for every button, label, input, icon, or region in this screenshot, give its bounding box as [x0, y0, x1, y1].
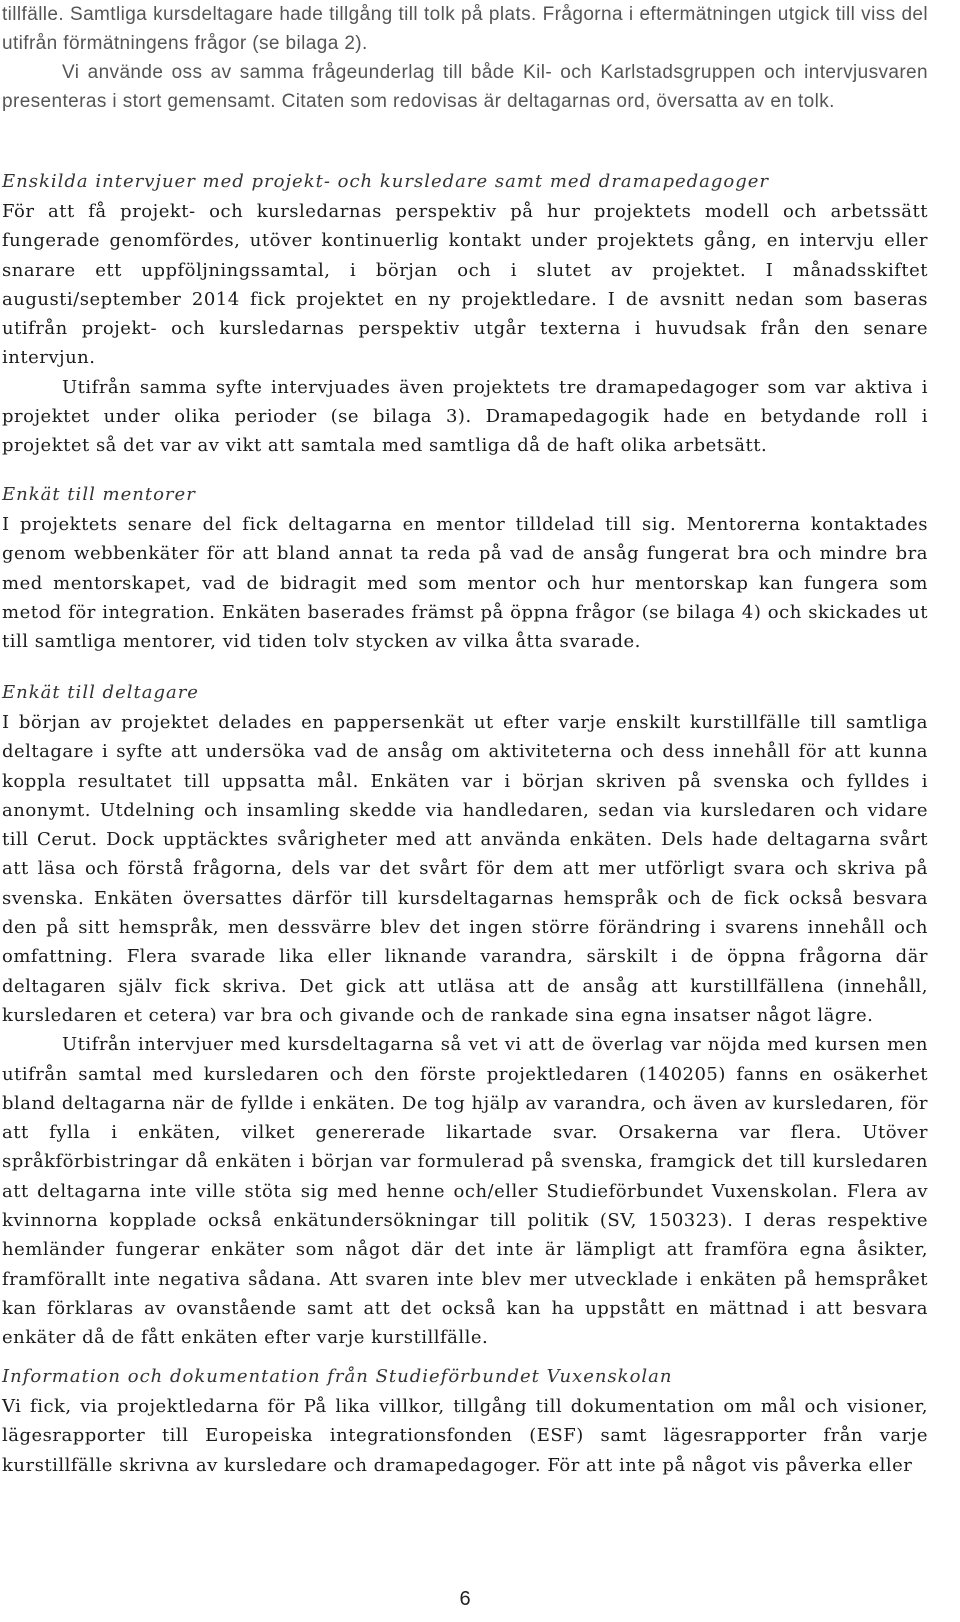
section-heading: Information och dokumentation från Studieförbundet Vuxenskolan [2, 1366, 673, 1387]
body-paragraph: Utifrån intervjuer med kursdeltagarna så vet vi att de överlag var nöjda med kursen men utifrån samtal med kursledaren och den förste projektledaren (140205) fanns en osäkerhet bland deltagarna när de fyllde i enkäten. De tog hjälp av varandra, och även av kursledaren, för att fylla i enkäten, vilket genererade likartade svar. Orsakerna var flera. Utöver språkförbistringar då enkäten i början var formulerad på svenska, framgick det till kursledaren att deltagarna inte ville stöta sig med henne och/eller Studieförbundet Vuxenskolan. Flera av kvinnorna kopplade också enkätundersökningar till politik (SV, 150323). I deras respektive hemländer fungerar enkäter som något där det inte är lämpligt att framföra egna åsikter, framförallt inte negativa sådana. Att svaren inte blev mer utvecklade i enkäten på hemspråket kan förklaras av ovanstående samt att det också kan ha uppstått en mättnad i att besvara enkäter då de fått enkäten efter varje kurstillfälle. [2, 1034, 928, 1349]
section-heading: Enskilda intervjuer med projekt- och kursledare samt med dramapedagoger [2, 171, 770, 192]
body-paragraph: Vi fick, via projektledarna för På lika villkor, tillgång till dokumentation om mål och visioner, lägesrapporter till Europeiska integrationsfonden (ESF) samt lägesrapporter från varje kurstillfälle skrivna av kursledare och dramapedagoger. För att inte på något vis påverka eller [2, 1396, 928, 1476]
body-paragraph: I början av projektet delades en pappersenkät ut efter varje enskilt kurstillfälle till samtliga deltagare i syfte att undersöka vad de ansåg om aktiviteterna och dess innehåll för att kunna koppla resultatet till uppsatta mål. Enkäten var i början skriven på svenska och fylldes i anonymt. Utdelning och insamling skedde via handledaren, sedan via kursledaren och vidare till Cerut. Dock upptäcktes svårigheter med att använda enkäten. Dels hade deltagarna svårt att läsa och förstå frågorna, dels var det svårt för dem att mer utförligt svara och skriva på svenska. Enkäten översattes därför till kursdeltagarnas hemspråk och de fick också besvara den på sitt hemspråk, men dessvärre blev det ingen större förändring i svarens innehåll och omfattning. Flera svarade lika eller liknande varandra, särskilt i de öppna frågorna där deltagaren själv fick skriva. Det gick att utläsa att de ansåg att kurstillfällena (innehåll, kursledaren et cetera) var bra och givande och de rankade sina egna insatser något lägre. [2, 712, 928, 1026]
body-paragraph: För att få projekt- och kursledarnas perspektiv på hur projektets modell och arbetssätt fungerade genomfördes, utöver kontinuerlig kontakt under projektets gång, en intervju eller snarare ett uppföljningssamtal, i början och i slutet av projektet. I månadsskiftet augusti/september 2014 fick projektet en ny projektledare. I de avsnitt nedan som baseras utifrån projekt- och kursledarnas perspektiv utgår texterna i huvudsak från den senare intervjun. [2, 201, 928, 369]
body-paragraph: Utifrån samma syfte intervjuades även projektets tre dramapedagoger som var aktiva i projektet under olika perioder (se bilaga 3). Dramapedagogik hade en betydande roll i projektet så det var av vikt att samtala med samtliga då de haft olika arbetsätt. [2, 376, 928, 457]
section-interviews [2, 167, 928, 461]
section-mentor-survey [2, 480, 928, 656]
section-heading: Enkät till mentorer [2, 484, 196, 505]
body-paragraph: I projektets senare del fick deltagarna en mentor tilldelad till sig. Mentorerna kontaktades genom webbenkäter för att bland annat ta reda på vad de ansåg fungerat bra och mindre bra med mentorskapet, vad de bidragit med som mentor och hur mentorskap kan fungera som metod för integration. Enkäten baserades främst på öppna frågor (se bilaga 4) och skickades ut till samtliga mentorer, vid tiden tolv stycken av vilka åtta svarade. [2, 514, 928, 653]
section-participant-survey [2, 678, 928, 1353]
intro-paragraph: tillfälle. Samtliga kursdeltagare hade tillgång till tolk på plats. Frågorna i eftermätningen utgick till viss del utifrån förmätningens frågor (se bilaga 2). [2, 4, 928, 54]
section-heading: Enkät till deltagare [2, 682, 199, 703]
intro-paragraph: Vi använde oss av samma frågeunderlag till både Kil- och Karlstadsgruppen och intervjusvaren presenteras i stort gemensamt. Citaten som redovisas är deltagarnas ord, översatta av en tolk. [2, 62, 928, 112]
page-number: 6 [459, 1588, 471, 1610]
section-documentation [2, 1362, 928, 1480]
intro-text [2, 0, 928, 116]
